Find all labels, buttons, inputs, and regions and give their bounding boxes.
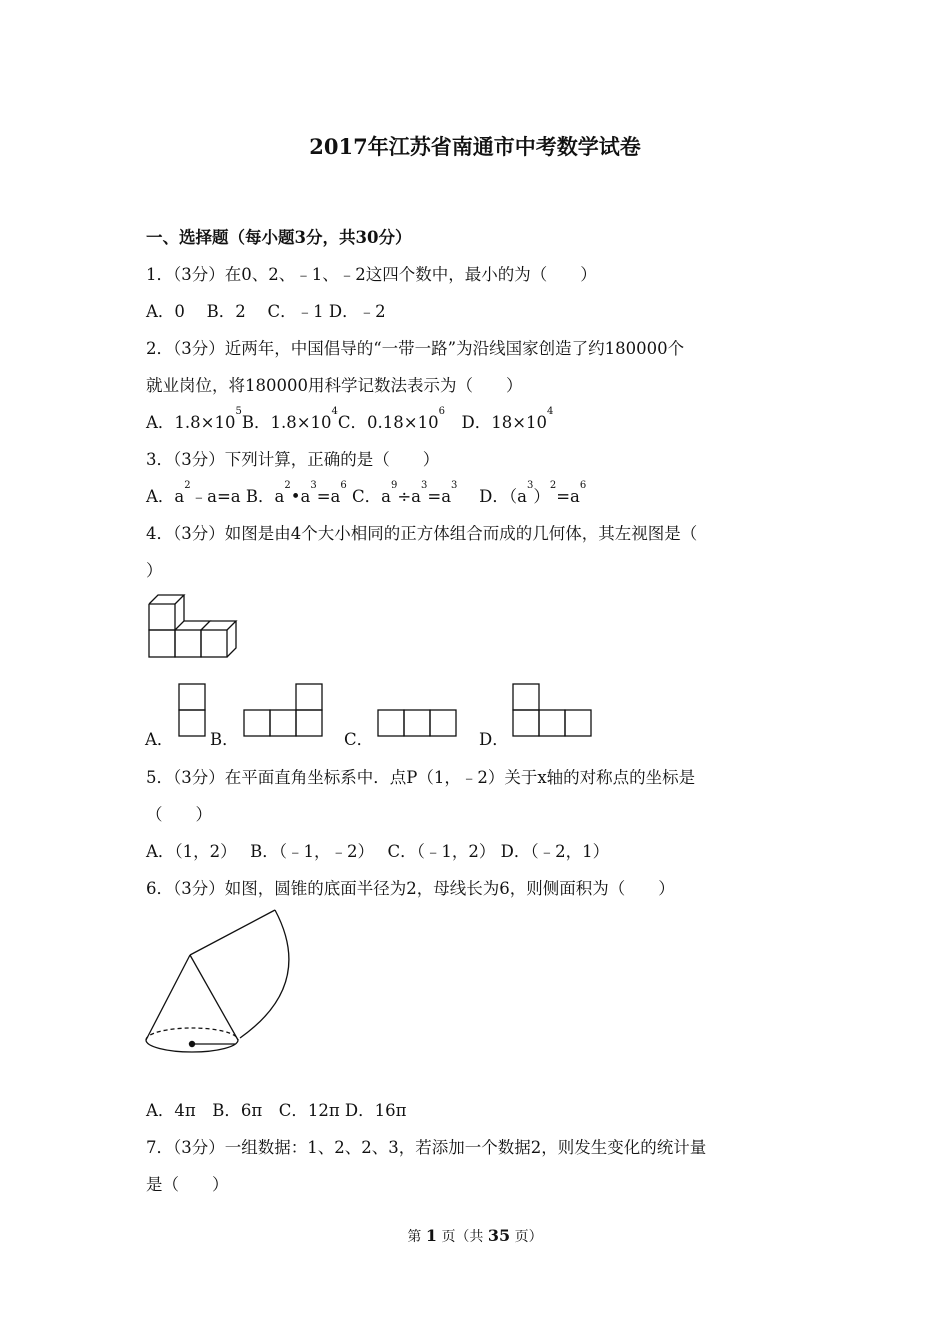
option-a-label: A． [145,730,174,749]
option-a-exponent: 5 [235,406,242,417]
option-b-figure [243,683,327,739]
option-d-text: D．（a [457,487,527,506]
option-a-text: A．a [146,487,185,506]
exponent: 2 [549,480,557,491]
exponent: 9 [390,480,398,491]
option-d: D．18×10 [461,413,548,432]
option-b-label: B． [210,730,239,749]
question-3-stem: 3．（3分）下列计算，正确的是（ ） [146,450,440,469]
option-c-text-3: =a [427,487,452,506]
footer-middle: 页（共 [441,1229,484,1245]
question-1-stem: 1．（3分）在0、2、﹣1、﹣2这四个数中，最小的为（ ） [146,265,597,284]
option-b-text-2: =a [316,487,341,506]
footer-suffix: 页） [514,1229,543,1245]
option-d-text-2: ） [533,487,550,506]
footer-prefix: 第 [407,1229,422,1245]
option-b: B．1.8×10 [241,413,332,432]
option-d-text-3: =a [556,487,580,506]
question-4-stem-line2: ） [146,561,163,580]
option-c-exponent: 6 [438,406,445,417]
question-7-stem-line1: 7．（3分）一组数据：1、2、2、3，若添加一个数据2，则发生变化的统计量 [146,1138,707,1157]
question-7-stem-line2: 是（ ） [146,1175,229,1194]
exponent: 2 [284,480,291,491]
cone-figure [140,905,300,1065]
exponent: 3 [451,480,458,491]
option-b-text: •a [290,487,311,506]
question-5-options: A．（1，2） B．（﹣1，﹣2） C．（﹣1，2） D．（﹣2，1） [146,842,610,861]
option-d-exponent: 4 [547,406,554,417]
question-2-options [146,406,554,433]
question-2-stem-line2: 就业岗位，将180000用科学记数法表示为（ ） [146,376,523,395]
option-c-text-2: ÷a [397,487,421,506]
question-6-options: A．4π B．6π C．12π D．16π [146,1101,407,1120]
option-b-exponent: 4 [331,406,338,417]
exponent: 3 [526,480,534,491]
question-4-stem-line1: 4．（3分）如图是由4个大小相同的正方体组合而成的几何体，其左视图是（ [146,524,698,543]
page-footer [0,1226,950,1246]
footer-total-pages: 35 [487,1226,511,1245]
section-heading: 一、选择题（每小题3分，共30分） [146,228,412,247]
option-c-text: C．a [346,487,391,506]
option-a-text-2: ﹣a=a B．a [190,487,285,506]
question-6-stem: 6．（3分）如图，圆锥的底面半径为2，母线长为6，则侧面积为（ ） [146,879,675,898]
option-c-figure [377,709,461,739]
option-a-figure [178,683,208,739]
exponent: 2 [184,480,191,491]
option-d-label: D． [479,730,509,749]
page-title: 2017年江苏省南通市中考数学试卷 [309,134,641,159]
option-c: C．0.18×10 [337,413,439,432]
exponent: 3 [421,480,428,491]
exponent: 3 [310,480,317,491]
exponent: 6 [579,480,587,491]
exponent: 6 [340,480,347,491]
question-5-stem-line2: （ ） [146,805,212,824]
option-c-label: C． [344,730,374,749]
footer-page-number: 1 [425,1226,437,1245]
cube-solid-figure [146,593,246,663]
question-3-options [146,480,587,507]
option-d-figure [512,683,596,739]
option-a: A．1.8×10 [146,413,236,432]
question-5-stem-line1: 5．（3分）在平面直角坐标系中．点P（1，﹣2）关于x轴的对称点的坐标是 [146,768,696,787]
question-2-stem-line1: 2．（3分）近两年，中国倡导的“一带一路”为沿线国家创造了约180000个 [146,339,685,358]
question-1-options: A．0 B．2 C．﹣1 D．﹣2 [146,302,386,321]
